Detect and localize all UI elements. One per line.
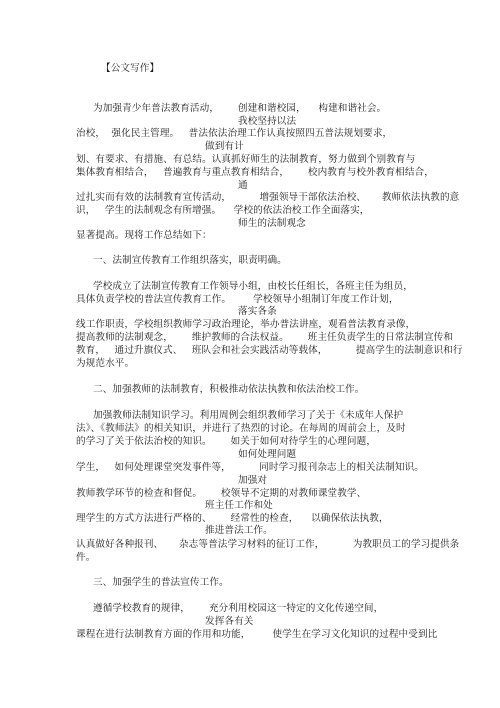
text-line: 加强教师法制知识学习。利用周例会组织教师学习了关于《未成年人保护 [93, 410, 404, 421]
text-line: 落实各条 [238, 306, 277, 317]
text-line: 件。 [76, 552, 96, 563]
text-line: 具体负责学校的普法宣传教育工作。 学校领导小组制订年度工作计划， [76, 294, 399, 305]
text-line: 划、有要求、有措施、有总结。认真抓好师生的法制教育，努力做到个别教育与 [76, 154, 416, 165]
text-line: 法》、《教师法》的相关知识，并进行了热烈的讨论。在每周的周前会上，及时 [76, 423, 406, 434]
text-line: 学生， 如何处理课堂突发事件等， 同时学习报刊杂志上的相关法制知识。 [76, 462, 424, 473]
text-line: 学校成立了法制宣传教育工作领导小组，由校长任组长，各班主任为组员， [93, 281, 413, 292]
text-line: 推进普法工作。 [205, 525, 273, 536]
text-line: 通 [238, 180, 248, 191]
text-line: 班主任工作和处 [205, 500, 273, 511]
text-line: 师生的法制观念 [238, 218, 306, 229]
text-line: 发挥各有关 [205, 616, 254, 627]
text-line: 我校坚持以法 [238, 116, 297, 127]
text-line: 显著提高。现将工作总结如下： [76, 230, 212, 241]
text-line: 遵循学校教育的规律， 充分利用校园这一特定的文化传递空间， [93, 603, 384, 614]
text-line: 教育， 通过升旗仪式、 班队会和社会实践活动等载体， 提高学生的法制意识和行 [76, 345, 463, 356]
text-line: 如何处理问题 [238, 449, 297, 460]
text-line: 认真做好各种报刊、 杂志等普法学习材料的征订工作， 为教职员工的学习提供条 [76, 539, 460, 550]
text-line: 治校， 强化民主管理。 普法依法治理工作认真按照四五普法规划要求， [76, 128, 393, 139]
text-line: 为加强青少年普法教育活动， 创建和谐校园， 构建和谐社会。 [93, 103, 387, 114]
text-line: 教师教学环节的检查和督促。 校领导不定期的对教师课堂教学、 [76, 488, 367, 499]
section-heading: 三、加强学生的普法宣传工作。 [93, 577, 229, 588]
text-line: 理学生的方式方法进行严格的、 经常性的检查， 以确保依法执教， [76, 513, 389, 524]
text-line: 线工作职责，学校组织教师学习政治理论，举办普法讲座，观看普法教育录像， [76, 319, 416, 330]
text-line: 集体教育相结合， 普遍教育与重点教育相结合， 校内教育与校外教育相结合， [76, 167, 434, 178]
text-line: 课程在进行法制教育方面的作用和功能， 使学生在学习文化知识的过程中受到比 [76, 629, 438, 640]
text-line: 识， 学生的法制观念有所增强。 学校的依法治校工作全面落实， [76, 205, 370, 216]
text-line: 加强对 [238, 475, 268, 486]
section-heading: 二、加强教师的法制教育，积极推动依法执教和依法治校工作。 [93, 384, 365, 395]
text-line: 过扎实而有效的法制教育宣传活动， 增强领导干部依法治校、 教师依法执教的意 [76, 192, 460, 203]
text-line: 做到有计 [205, 141, 244, 152]
text-line: 的学习了关于依法治校的知识。 如关于如何对待学生的心理问题， [76, 436, 377, 447]
doc-tag: 【公文写作】 [101, 63, 160, 74]
section-heading: 一、法制宣传教育工作组织落实，职责明确。 [93, 255, 287, 266]
text-line: 提高教师的法制观念， 维护教师的合法权益。 班主任负责学生的日常法制宣传和 [76, 332, 454, 343]
text-line: 为规范水平。 [76, 358, 135, 369]
